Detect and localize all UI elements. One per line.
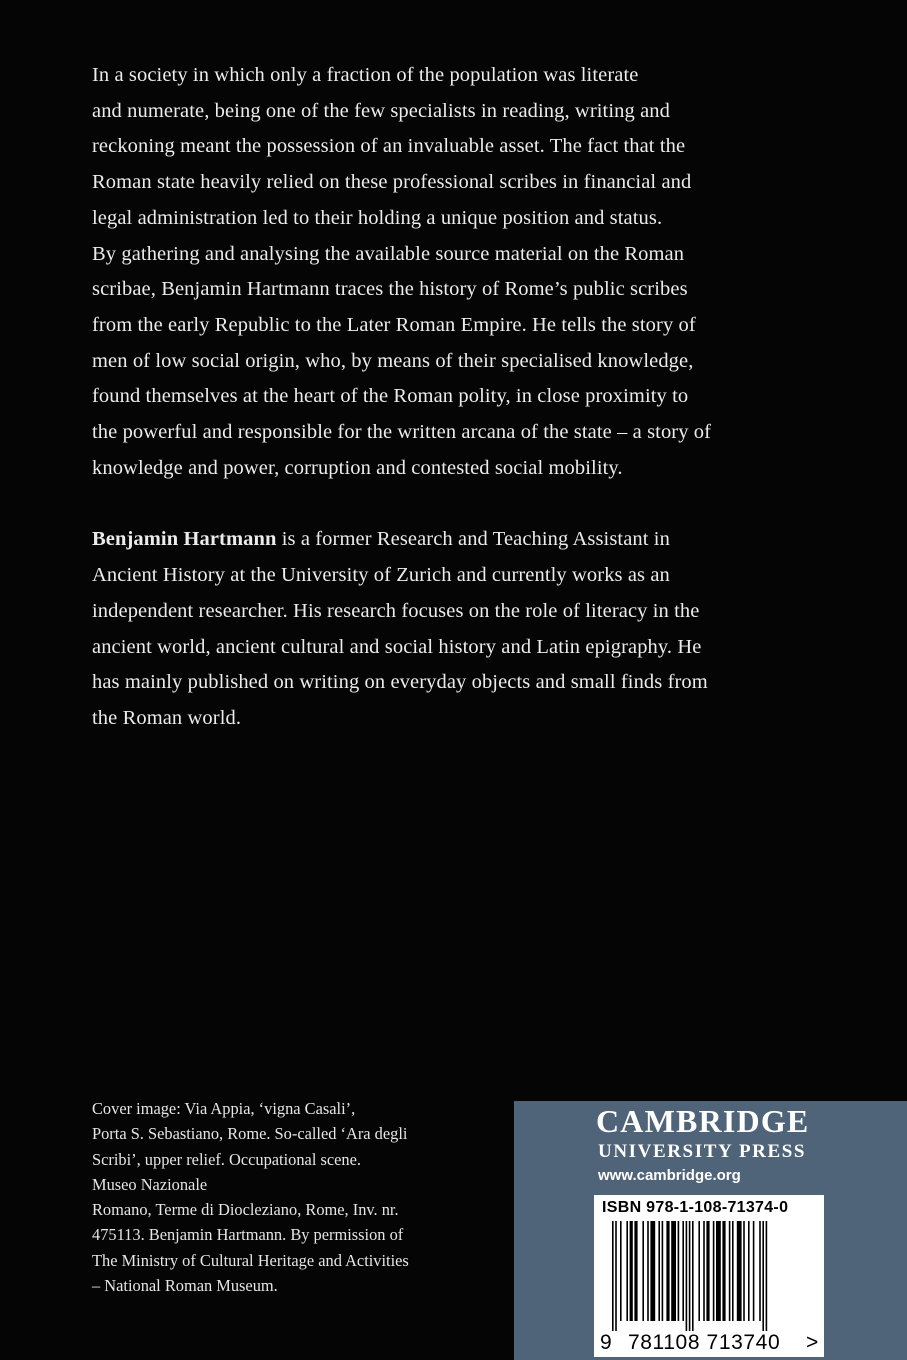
credit-line: 475113. Benjamin Hartmann. By permission of	[92, 1225, 404, 1245]
cover-credits	[92, 1096, 492, 1298]
credit-line: Porta S. Sebastiano, Rome. So-called ‘Ara degli	[92, 1124, 408, 1144]
barcode-bar	[658, 1221, 660, 1321]
barcode-bar	[686, 1221, 688, 1331]
blurb-line: from the early Republic to the Later Roman Empire. He tells the story of	[92, 313, 696, 336]
barcode-bar	[743, 1221, 745, 1321]
blurb-line: Roman state heavily relied on these professional scribes in financial and	[92, 171, 692, 194]
barcode-bar	[678, 1221, 680, 1321]
barcode-bar	[647, 1221, 649, 1321]
barcode-bar	[703, 1221, 705, 1321]
bio-line: has mainly published on writing on everyday objects and small finds from	[92, 671, 708, 694]
blurb-line: By gathering and analysing the available source material on the Roman	[92, 242, 685, 265]
blurb-line: the powerful and responsible for the written arcana of the state – a story of	[92, 421, 712, 444]
blurb-line: found themselves at the heart of the Roman polity, in close proximity to	[92, 385, 689, 408]
credit-line: The Ministry of Cultural Heritage and Activities	[92, 1250, 409, 1270]
barcode-bar	[630, 1221, 633, 1321]
barcode-bar	[766, 1221, 768, 1331]
blurb-line: men of low social origin, who, by means of their specialised knowledge,	[92, 349, 694, 372]
barcode-bar	[682, 1221, 684, 1321]
barcode-bar	[716, 1221, 721, 1321]
barcode-bar	[692, 1221, 694, 1331]
barcode-bar	[650, 1221, 655, 1321]
barcode-bar	[737, 1221, 742, 1321]
bio-line-rest: is a former Research and Teaching Assistant in	[276, 528, 670, 551]
blurb-line: In a society in which only a fraction of the population was literate	[92, 64, 639, 86]
credit-line: Scribi’, upper relief. Occupational scene.	[92, 1149, 361, 1169]
barcode-bar	[671, 1221, 676, 1321]
barcode-bar	[722, 1221, 725, 1321]
credit-line: Romano, Terme di Diocleziano, Rome, Inv. nr.	[92, 1200, 399, 1220]
blurb-line: legal administration led to their holding a unique position and status.	[92, 206, 663, 229]
barcode-bar	[626, 1221, 628, 1321]
bio-line: Ancient History at the University of Zurich and currently works as an	[92, 564, 670, 587]
publisher-subtitle: UNIVERSITY PRESS	[598, 1141, 807, 1162]
bio-line: independent researcher. His research focuses on the role of literacy in the	[92, 599, 700, 622]
barcode-digit-groups: 781108 713740	[628, 1331, 781, 1354]
bio-line: the Roman world.	[92, 706, 242, 729]
barcode-bar	[689, 1221, 691, 1331]
paragraph-gap	[92, 486, 792, 522]
barcode-bar	[612, 1221, 614, 1331]
isbn-label: ISBN 978-1-108-71374-0	[602, 1199, 789, 1216]
barcode-bars	[602, 1221, 816, 1331]
publisher-url: www.cambridge.org	[598, 1167, 741, 1184]
barcode-bar	[642, 1221, 644, 1321]
barcode-bar	[732, 1221, 734, 1321]
barcode-end-mark: >	[806, 1331, 819, 1354]
barcode-bar	[706, 1221, 709, 1321]
blurb-line: and numerate, being one of the few specialists in reading, writing and	[92, 99, 670, 122]
barcode-bar	[753, 1221, 755, 1321]
barcode-bar	[634, 1221, 637, 1321]
barcode-bar	[748, 1221, 750, 1321]
barcode-bar	[698, 1221, 700, 1321]
bio-line: ancient world, ancient cultural and social history and Latin epigraphy. He	[92, 635, 702, 658]
credit-line: Cover image: Via Appia, ‘vigna Casali’,	[92, 1099, 356, 1118]
barcode-first-digit: 9	[600, 1331, 613, 1354]
barcode-box	[594, 1195, 824, 1357]
barcode-bar	[713, 1221, 715, 1321]
barcode-bar	[620, 1221, 622, 1321]
publisher-panel	[514, 1101, 907, 1360]
blurb-paragraph	[92, 58, 792, 737]
barcode-bar	[729, 1221, 731, 1321]
bio-first-line	[92, 522, 792, 558]
credit-line: Museo Nazionale	[92, 1174, 208, 1194]
blurb-line: reckoning meant the possession of an invaluable asset. The fact that the	[92, 135, 686, 158]
barcode-bar	[615, 1221, 617, 1331]
publisher-name: CAMBRIDGE	[596, 1103, 810, 1139]
barcode-bar	[662, 1221, 664, 1321]
barcode-bar	[666, 1221, 669, 1321]
blurb-line: scribae, Benjamin Hartmann traces the history of Rome’s public scribes	[92, 278, 688, 301]
blurb-line: knowledge and power, corruption and contested social mobility.	[92, 456, 623, 479]
author-name: Benjamin Hartmann	[92, 528, 277, 551]
barcode-bar	[759, 1221, 761, 1321]
barcode-bar	[762, 1221, 764, 1331]
credit-line: – National Roman Museum.	[92, 1276, 278, 1296]
